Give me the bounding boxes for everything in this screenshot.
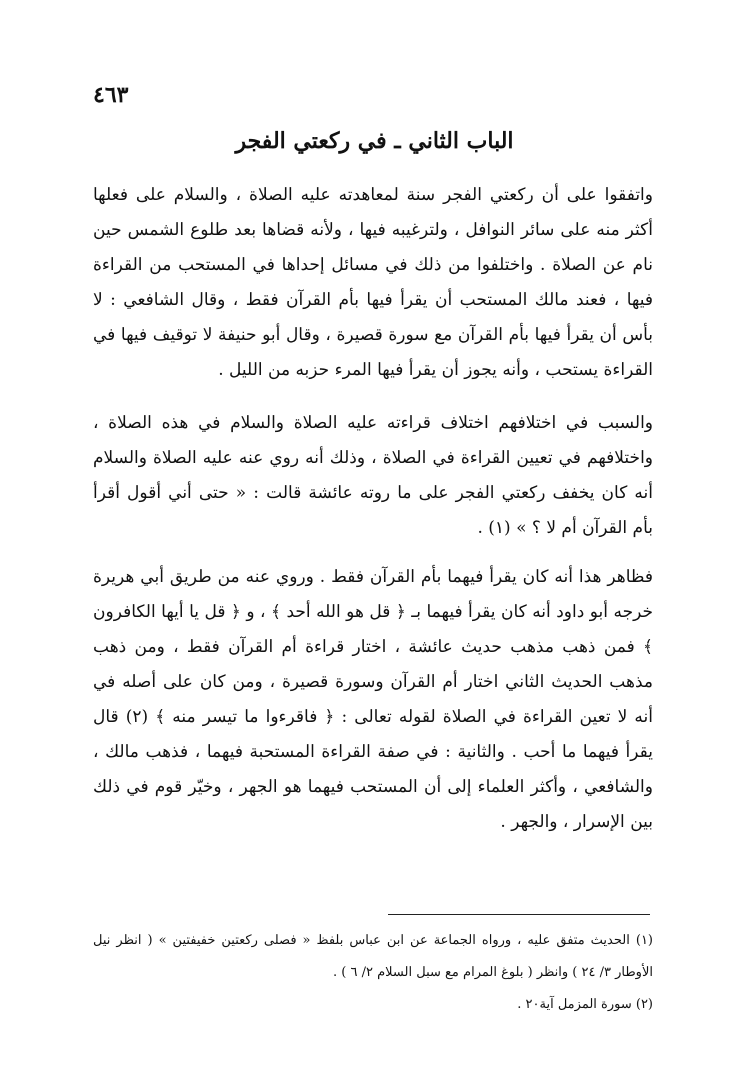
page-number: ٤٦٣ — [93, 82, 129, 108]
paragraph-3: فظاهر هذا أنه كان يقرأ فيهما بأم القرآن فقط . وروي عنه من طريق أبي هريرة خرجه أبو داود أنه كان يقرأ فيهما بـ ﴿ قل هو الله أحد ﴾ ، و ﴿ قل يا أيها الكافرون ﴾ فمن ذهب مذهب حديث عائشة ، اختار قراءة أم القرآن فقط ، ومن ذهب مذهب الحديث الثاني اختار أم القرآن وسورة قصيرة ، ومن كان على أصله في أنه لا تعين القراءة في الصلاة لقوله تعالى : ﴿ فاقرءوا ما تيسر منه ﴾ (٢) قال يقرأ فيهما ما أحب . والثانية : في صفة القراءة المستحبة فيهما ، فذهب مالك ، والشافعي ، وأكثر العلماء إلى أن المستحب فيهما هو الجهر ، وخيّر قوم في ذلك بين الإسرار ، والجهر . — [93, 567, 654, 832]
paragraph-2: والسبب في اختلافهم اختلاف قراءته عليه الصلاة والسلام في هذه الصلاة ، واختلافهم في تعيين القراءة في الصلاة ، وذلك أنه روي عنه عليه الصلاة والسلام أنه كان يخفف ركعتي الفجر على ما روته عائشة قالت : « حتى أني أقول أقرأ بأم القرآن أم لا ؟ » (١) . — [93, 413, 653, 538]
footnote-1: (١) الحديث متفق عليه ، ورواه الجماعة عن ابن عباس بلفظ « فصلى ركعتين خفيفتين » ( انظر نيل الأوطار ٣/ ٢٤ ) وانظر ( بلوغ المرام مع سبل السلام ٢/ ٦ ) . — [93, 933, 653, 980]
body-text — [93, 178, 653, 840]
footnote-divider — [388, 914, 650, 915]
footnotes — [93, 925, 653, 1021]
chapter-title: الباب الثاني ـ في ركعتي الفجر — [235, 128, 514, 154]
paragraph-1: واتفقوا على أن ركعتي الفجر سنة لمعاهدته عليه الصلاة ، والسلام على فعلها أكثر منه على سائر النوافل ، ولترغيبه فيها ، ولأنه قضاها بعد طلوع الشمس حين نام عن الصلاة . واختلفوا من ذلك في مسائل إحداها في المستحب من القراءة فيها ، فعند مالك المستحب أن يقرأ فيها بأم القرآن فقط ، وقال الشافعي : لا بأس أن يقرأ فيها بأم القرآن مع سورة قصيرة ، وقال أبو حنيفة لا توقيف فيها في القراءة يستحب ، وأنه يجوز أن يقرأ فيها المرء حزبه من الليل . — [93, 185, 653, 380]
footnote-2: (٢) سورة المزمل آية٢٠ . — [517, 997, 653, 1012]
